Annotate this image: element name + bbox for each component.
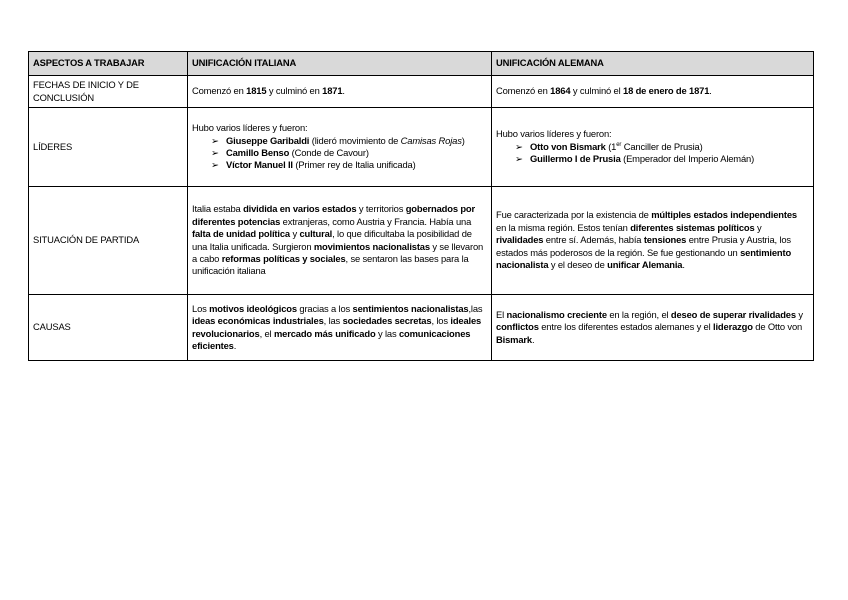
lideres-italiana-intro: Hubo varios líderes y fueron: <box>192 122 308 134</box>
header-unificacion-italiana: UNIFICACIÓN ITALIANA <box>188 52 492 76</box>
row-fechas <box>29 76 814 108</box>
cell-situacion-italiana: Italia estaba dividida en varios estados y territorios gobernados por diferentes potencias extranjeras, como Austria y Francia. Había una falta de unidad política y cultural, lo que dificultaba la posibilidad de una Italia unificada. Surgieron movimientos nacionalistas y se llevaron a cabo reformas políticas y sociales, se sentaron las bases para la unificación italiana <box>188 187 492 295</box>
arrow-bullet-icon: ➢ <box>211 134 219 146</box>
arrow-bullet-icon: ➢ <box>211 159 219 171</box>
cell-fechas-alemana: Comenzó en 1864 y culminó el 18 de enero de 1871. <box>492 76 814 108</box>
cell-situacion-alemana: Fue caracterizada por la existencia de múltiples estados independientes en la misma región. Estos tenían diferentes sistemas políticos y rivalidades entre sí. Además, había tensiones entre Prusia y Austria, los estados más poderosos de la región. Se fue gestionando un sentimiento nacionalista y el deseo de unificar Alemania. <box>492 187 814 295</box>
row-causas <box>29 295 814 361</box>
header-aspectos: ASPECTOS A TRABAJAR <box>29 52 188 76</box>
cell-causas-alemana: El nacionalismo creciente en la región, el deseo de superar rivalidades y conflictos entre los diferentes estados alemanes y el liderazgo de Otto von Bismark. <box>492 295 814 361</box>
cell-causas-italiana: Los motivos ideológicos gracias a los sentimientos nacionalistas,las ideas económicas industriales, las sociedades secretas, los ideales revolucionarios, el mercado más unificado y las comunicaciones eficientes. <box>188 295 492 361</box>
lideres-alemana-list <box>496 141 809 166</box>
label-causas: CAUSAS <box>29 295 188 361</box>
row-lideres <box>29 108 814 187</box>
cell-fechas-italiana: Comenzó en 1815 y culminó en 1871. <box>188 76 492 108</box>
lideres-italiana-list <box>192 135 487 172</box>
comparison-table <box>28 51 814 361</box>
arrow-bullet-icon: ➢ <box>515 140 523 152</box>
cell-lideres-italiana <box>188 108 492 187</box>
label-situacion: SITUACIÓN DE PARTIDA <box>29 187 188 295</box>
arrow-bullet-icon: ➢ <box>211 147 219 158</box>
header-row <box>29 52 814 76</box>
list-item: ➢ Giuseppe Garibaldi (lideró movimiento de Camisas Rojas) <box>211 134 465 146</box>
cell-lideres-alemana <box>492 108 814 187</box>
arrow-bullet-icon: ➢ <box>515 153 523 165</box>
row-situacion <box>29 187 814 295</box>
list-item: ➢ Víctor Manuel II (Primer rey de Italia unificada) <box>211 159 416 171</box>
list-item: ➢ Otto von Bismark (1er Canciller de Prusia) <box>515 140 703 152</box>
label-lideres: LÍDERES <box>29 108 188 187</box>
list-item: ➢ Guillermo I de Prusia (Emperador del Imperio Alemán) <box>515 153 755 165</box>
label-fechas: FECHAS DE INICIO Y DE CONCLUSIÓN <box>29 76 188 108</box>
list-item: ➢ Camillo Benso (Conde de Cavour) <box>211 147 369 158</box>
header-unificacion-alemana: UNIFICACIÓN ALEMANA <box>492 52 814 76</box>
lideres-alemana-intro: Hubo varios líderes y fueron: <box>496 128 612 140</box>
